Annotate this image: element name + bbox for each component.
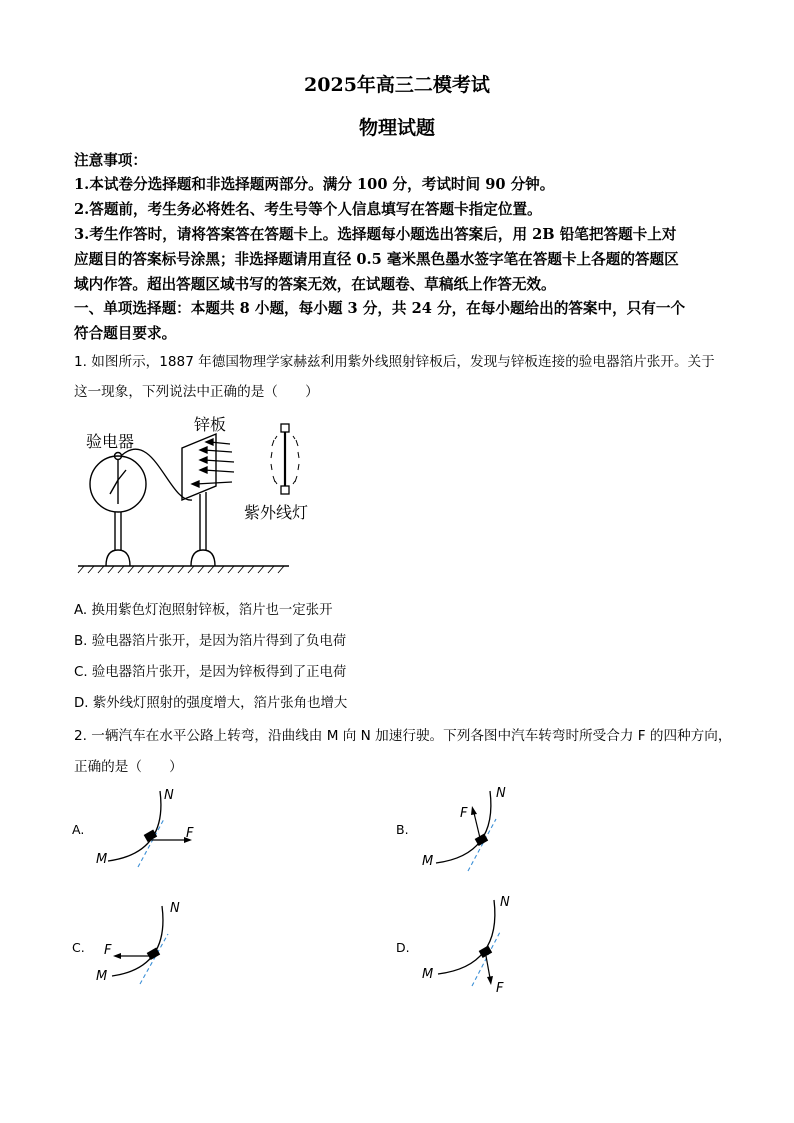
exam-title: 2025年高三二模考试: [304, 74, 490, 96]
q1-option-c: C. 验电器箔片张开，是因为锌板得到了正电荷: [74, 665, 347, 680]
ground-hatching: [78, 566, 284, 573]
zinc-plate-label: 锌板: [194, 415, 227, 434]
q1-stem-line2: 这一现象，下列说法中正确的是（ ）: [74, 384, 319, 400]
tangent-line: [140, 934, 168, 984]
q2-stem-line2: 正确的是（ ）: [74, 759, 183, 775]
q1-figure: [74, 408, 334, 576]
q1-option-d: D. 紫外线灯照射的强度增大，箔片张角也增大: [74, 696, 348, 711]
q2-b-n: N: [496, 786, 506, 801]
q2-option-a-label: A.: [72, 822, 85, 837]
q2-option-d-figure: [414, 892, 539, 997]
q2-stem-line1: 2. 一辆汽车在水平公路上转弯，沿曲线由 M 向 N 加速行驶。下列各图中汽车转弯时所受合力 F 的四种方向，: [74, 728, 732, 744]
section-heading-line1: 一、单项选择题：本题共 8 小题，每小题 3 分，共 24 分，在每小题给出的答案中，只有一个: [74, 300, 686, 317]
q2-option-c-figure: [90, 898, 210, 993]
exam-subtitle: 物理试题: [358, 117, 435, 139]
q2-b-m: M: [422, 854, 434, 869]
q2-a-f: F: [186, 826, 194, 841]
uv-rays: [192, 439, 234, 487]
uv-lamp: [271, 424, 299, 494]
electroscope: [90, 453, 146, 567]
q2-b-f: F: [460, 806, 468, 821]
tangent-line: [138, 819, 164, 867]
notice-item-3a: 3.考生作答时，请将答案答在答题卡上。选择题每小题选出答案后，用 2B 铅笔把答题卡上对: [74, 226, 677, 243]
q1-option-b: B. 验电器箔片张开，是因为箔片得到了负电荷: [74, 634, 347, 649]
q2-a-m: M: [96, 852, 108, 867]
tangent-line: [468, 819, 496, 871]
q2-option-b-label: B.: [396, 822, 409, 837]
q2-d-m: M: [422, 967, 434, 982]
q2-option-d-label: D.: [396, 940, 410, 955]
q2-c-n: N: [170, 901, 180, 916]
q1-option-a: A. 换用紫色灯泡照射锌板，箔片也一定张开: [74, 603, 333, 618]
notice-item-3b: 应题目的答案标号涂黑；非选择题请用直径 0.5 毫米黑色墨水签字笔在答题卡上各题的答题区: [74, 251, 679, 268]
electroscope-label: 验电器: [86, 432, 135, 451]
notice-heading: 注意事项：: [74, 152, 147, 169]
notice-item-1: 1.本试卷分选择题和非选择题两部分。满分 100 分，考试时间 90 分钟。: [74, 176, 555, 193]
q2-option-c-label: C.: [72, 940, 85, 955]
uv-lamp-label: 紫外线灯: [244, 503, 309, 522]
q2-option-b-figure: [414, 783, 534, 873]
q2-c-m: M: [96, 969, 108, 984]
q2-option-a-figure: [90, 783, 210, 873]
q2-d-n: N: [500, 895, 510, 910]
section-heading-line2: 符合题目要求。: [74, 325, 177, 342]
q2-d-f: F: [496, 981, 504, 996]
notice-item-3c: 域内作答。超出答题区域书写的答案无效，在试题卷、草稿纸上作答无效。: [74, 276, 556, 293]
q2-a-n: N: [164, 788, 174, 803]
notice-item-2: 2.答题前，考生务必将姓名、考生号等个人信息填写在答题卡指定位置。: [74, 201, 542, 218]
q2-c-f: F: [104, 943, 112, 958]
q1-stem-line1: 1. 如图所示，1887 年德国物理学家赫兹利用紫外线照射锌板后，发现与锌板连接的验电器箔片张开。关于: [74, 354, 715, 370]
